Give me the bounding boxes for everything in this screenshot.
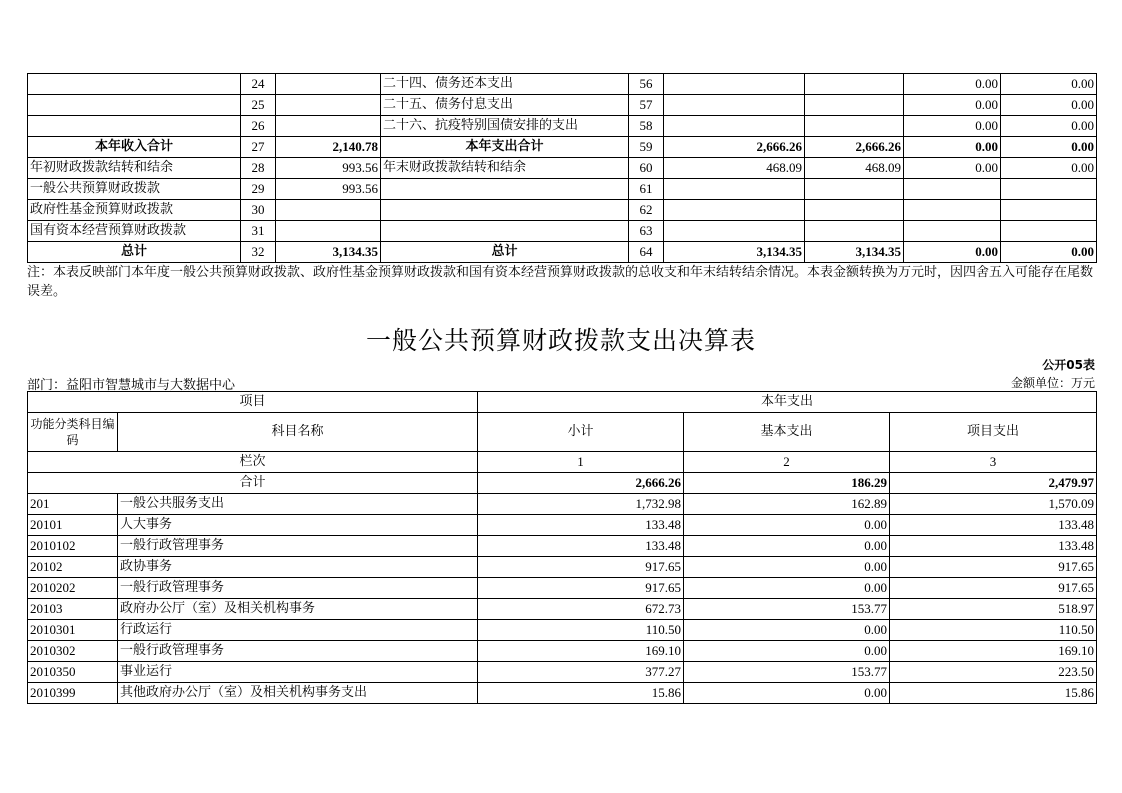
right-line-number: 60 [629, 158, 664, 179]
subject-name: 一般行政管理事务 [118, 578, 478, 599]
amount-unit-label: 金额单位：万元 [1010, 376, 1095, 390]
right-item-label [381, 221, 629, 242]
subject-name: 人大事务 [118, 515, 478, 536]
table-row [28, 557, 1097, 578]
project-expense-amount: 15.86 [890, 683, 1097, 704]
left-item-label: 一般公共预算财政拨款 [28, 179, 241, 200]
header-row-1 [28, 392, 1097, 413]
right-line-number: 63 [629, 221, 664, 242]
subtotal-amount: 917.65 [478, 557, 684, 578]
table-row [28, 578, 1097, 599]
right-line-number: 61 [629, 179, 664, 200]
table-row [28, 536, 1097, 557]
right-line-number: 57 [629, 95, 664, 116]
department-label: 部门：益阳市智慧城市与大数据中心 [27, 378, 236, 393]
header-project-expense: 项目支出 [890, 413, 1097, 452]
right-item-label: 年末财政拨款结转和结余 [381, 158, 629, 179]
subject-name: 一般行政管理事务 [118, 641, 478, 662]
subtotal-amount: 133.48 [478, 515, 684, 536]
function-code: 20101 [28, 515, 118, 536]
left-amount: 2,140.78 [276, 137, 381, 158]
subject-name: 一般行政管理事务 [118, 536, 478, 557]
amount-total [664, 74, 805, 95]
function-code: 2010301 [28, 620, 118, 641]
left-line-number: 28 [241, 158, 276, 179]
amount-general-budget [805, 179, 904, 200]
subtotal-amount: 377.27 [478, 662, 684, 683]
left-amount: 993.56 [276, 179, 381, 200]
amount-capital-budget: 0.00 [1001, 74, 1097, 95]
left-line-number: 24 [241, 74, 276, 95]
table-row [28, 116, 1097, 137]
form-number: 公开05表 [1042, 358, 1095, 372]
header-subtotal: 小计 [478, 413, 684, 452]
header-year-expense: 本年支出 [478, 392, 1097, 413]
basic-expense-amount: 0.00 [684, 557, 890, 578]
total-basic: 186.29 [684, 473, 890, 494]
subtotal-amount: 169.10 [478, 641, 684, 662]
project-expense-amount: 518.97 [890, 599, 1097, 620]
right-item-label [381, 200, 629, 221]
amount-general-budget: 2,666.26 [805, 137, 904, 158]
function-code: 2010202 [28, 578, 118, 599]
amount-total [664, 95, 805, 116]
header-name: 科目名称 [118, 413, 478, 452]
right-item-label: 二十四、债务还本支出 [381, 74, 629, 95]
left-item-label: 总计 [28, 242, 241, 263]
column-order-label: 栏次 [28, 452, 478, 473]
amount-fund-budget [904, 200, 1001, 221]
project-expense-amount: 133.48 [890, 515, 1097, 536]
amount-capital-budget [1001, 200, 1097, 221]
amount-fund-budget: 0.00 [904, 116, 1001, 137]
table-row [28, 179, 1097, 200]
table-note: 注：本表反映部门本年度一般公共预算财政拨款、政府性基金预算财政拨款和国有资本经营预算财政拨款的总收支和年末结转结余情况。本表金额转换为万元时，因四舍五入可能存在尾数误差。 [27, 265, 1094, 299]
left-item-label: 国有资本经营预算财政拨款 [28, 221, 241, 242]
subject-name: 政协事务 [118, 557, 478, 578]
function-code: 2010102 [28, 536, 118, 557]
function-code: 201 [28, 494, 118, 515]
table-row [28, 242, 1097, 263]
total-row [28, 473, 1097, 494]
basic-expense-amount: 0.00 [684, 683, 890, 704]
amount-fund-budget: 0.00 [904, 158, 1001, 179]
basic-expense-amount: 153.77 [684, 662, 890, 683]
right-line-number: 59 [629, 137, 664, 158]
header-code: 功能分类科目编码 [28, 413, 118, 452]
amount-fund-budget: 0.00 [904, 137, 1001, 158]
basic-expense-amount: 0.00 [684, 536, 890, 557]
amount-general-budget: 3,134.35 [805, 242, 904, 263]
amount-total: 468.09 [664, 158, 805, 179]
left-line-number: 26 [241, 116, 276, 137]
basic-expense-amount: 0.00 [684, 620, 890, 641]
right-item-label: 总计 [381, 242, 629, 263]
subject-name: 一般公共服务支出 [118, 494, 478, 515]
left-amount [276, 221, 381, 242]
project-expense-amount: 917.65 [890, 557, 1097, 578]
left-item-label [28, 116, 241, 137]
left-item-label: 政府性基金预算财政拨款 [28, 200, 241, 221]
subject-name: 行政运行 [118, 620, 478, 641]
amount-total: 3,134.35 [664, 242, 805, 263]
subtotal-amount: 133.48 [478, 536, 684, 557]
amount-general-budget [805, 200, 904, 221]
table-row [28, 200, 1097, 221]
table-row [28, 515, 1097, 536]
amount-general-budget [805, 116, 904, 137]
table-row [28, 221, 1097, 242]
left-item-label: 本年收入合计 [28, 137, 241, 158]
right-item-label [381, 179, 629, 200]
subtotal-amount: 672.73 [478, 599, 684, 620]
left-item-label [28, 74, 241, 95]
function-code: 20103 [28, 599, 118, 620]
table-row [28, 641, 1097, 662]
col-3-label: 3 [890, 452, 1097, 473]
amount-fund-budget [904, 179, 1001, 200]
left-item-label: 年初财政拨款结转和结余 [28, 158, 241, 179]
function-code: 2010399 [28, 683, 118, 704]
col-2-label: 2 [684, 452, 890, 473]
left-line-number: 31 [241, 221, 276, 242]
project-expense-amount: 1,570.09 [890, 494, 1097, 515]
left-line-number: 27 [241, 137, 276, 158]
amount-capital-budget: 0.00 [1001, 137, 1097, 158]
expenditure-table [27, 391, 1097, 704]
header-project: 项目 [28, 392, 478, 413]
left-line-number: 29 [241, 179, 276, 200]
amount-capital-budget: 0.00 [1001, 116, 1097, 137]
subject-name: 其他政府办公厅（室）及相关机构事务支出 [118, 683, 478, 704]
amount-capital-budget: 0.00 [1001, 95, 1097, 116]
subtotal-amount: 15.86 [478, 683, 684, 704]
amount-fund-budget: 0.00 [904, 95, 1001, 116]
project-expense-amount: 110.50 [890, 620, 1097, 641]
amount-general-budget [805, 95, 904, 116]
basic-expense-amount: 0.00 [684, 515, 890, 536]
subtotal-amount: 110.50 [478, 620, 684, 641]
right-item-label: 二十六、抗疫特别国债安排的支出 [381, 116, 629, 137]
amount-total: 2,666.26 [664, 137, 805, 158]
amount-general-budget [805, 74, 904, 95]
table-row [28, 137, 1097, 158]
left-amount [276, 95, 381, 116]
function-code: 2010350 [28, 662, 118, 683]
amount-total [664, 200, 805, 221]
header-basic: 基本支出 [684, 413, 890, 452]
amount-fund-budget: 0.00 [904, 242, 1001, 263]
table-row [28, 662, 1097, 683]
amount-capital-budget: 0.00 [1001, 242, 1097, 263]
left-amount [276, 200, 381, 221]
right-line-number: 62 [629, 200, 664, 221]
amount-fund-budget: 0.00 [904, 74, 1001, 95]
total-label: 合计 [28, 473, 478, 494]
left-amount: 3,134.35 [276, 242, 381, 263]
table-row [28, 620, 1097, 641]
amount-total [664, 221, 805, 242]
subject-name: 事业运行 [118, 662, 478, 683]
basic-expense-amount: 0.00 [684, 641, 890, 662]
project-expense-amount: 223.50 [890, 662, 1097, 683]
right-line-number: 56 [629, 74, 664, 95]
subtotal-amount: 1,732.98 [478, 494, 684, 515]
page-title: 一般公共预算财政拨款支出决算表 [365, 326, 756, 355]
subtotal-amount: 917.65 [478, 578, 684, 599]
left-line-number: 25 [241, 95, 276, 116]
function-code: 20102 [28, 557, 118, 578]
income-expense-summary-table [27, 73, 1097, 263]
left-amount: 993.56 [276, 158, 381, 179]
amount-capital-budget: 0.00 [1001, 158, 1097, 179]
table-row [28, 599, 1097, 620]
amount-capital-budget [1001, 179, 1097, 200]
amount-capital-budget [1001, 221, 1097, 242]
table-row [28, 683, 1097, 704]
right-line-number: 58 [629, 116, 664, 137]
left-amount [276, 116, 381, 137]
left-amount [276, 74, 381, 95]
right-line-number: 64 [629, 242, 664, 263]
table-row [28, 95, 1097, 116]
total-subtotal: 2,666.26 [478, 473, 684, 494]
column-order-row [28, 452, 1097, 473]
function-code: 2010302 [28, 641, 118, 662]
amount-total [664, 116, 805, 137]
col-1-label: 1 [478, 452, 684, 473]
basic-expense-amount: 162.89 [684, 494, 890, 515]
left-item-label [28, 95, 241, 116]
table-row [28, 158, 1097, 179]
left-line-number: 32 [241, 242, 276, 263]
left-line-number: 30 [241, 200, 276, 221]
table-row [28, 494, 1097, 515]
amount-fund-budget [904, 221, 1001, 242]
amount-general-budget [805, 221, 904, 242]
subject-name: 政府办公厅（室）及相关机构事务 [118, 599, 478, 620]
right-item-label: 二十五、债务付息支出 [381, 95, 629, 116]
project-expense-amount: 133.48 [890, 536, 1097, 557]
project-expense-amount: 917.65 [890, 578, 1097, 599]
table-row [28, 74, 1097, 95]
amount-total [664, 179, 805, 200]
amount-general-budget: 468.09 [805, 158, 904, 179]
total-project: 2,479.97 [890, 473, 1097, 494]
basic-expense-amount: 0.00 [684, 578, 890, 599]
header-row-2 [28, 413, 1097, 452]
basic-expense-amount: 153.77 [684, 599, 890, 620]
right-item-label: 本年支出合计 [381, 137, 629, 158]
project-expense-amount: 169.10 [890, 641, 1097, 662]
